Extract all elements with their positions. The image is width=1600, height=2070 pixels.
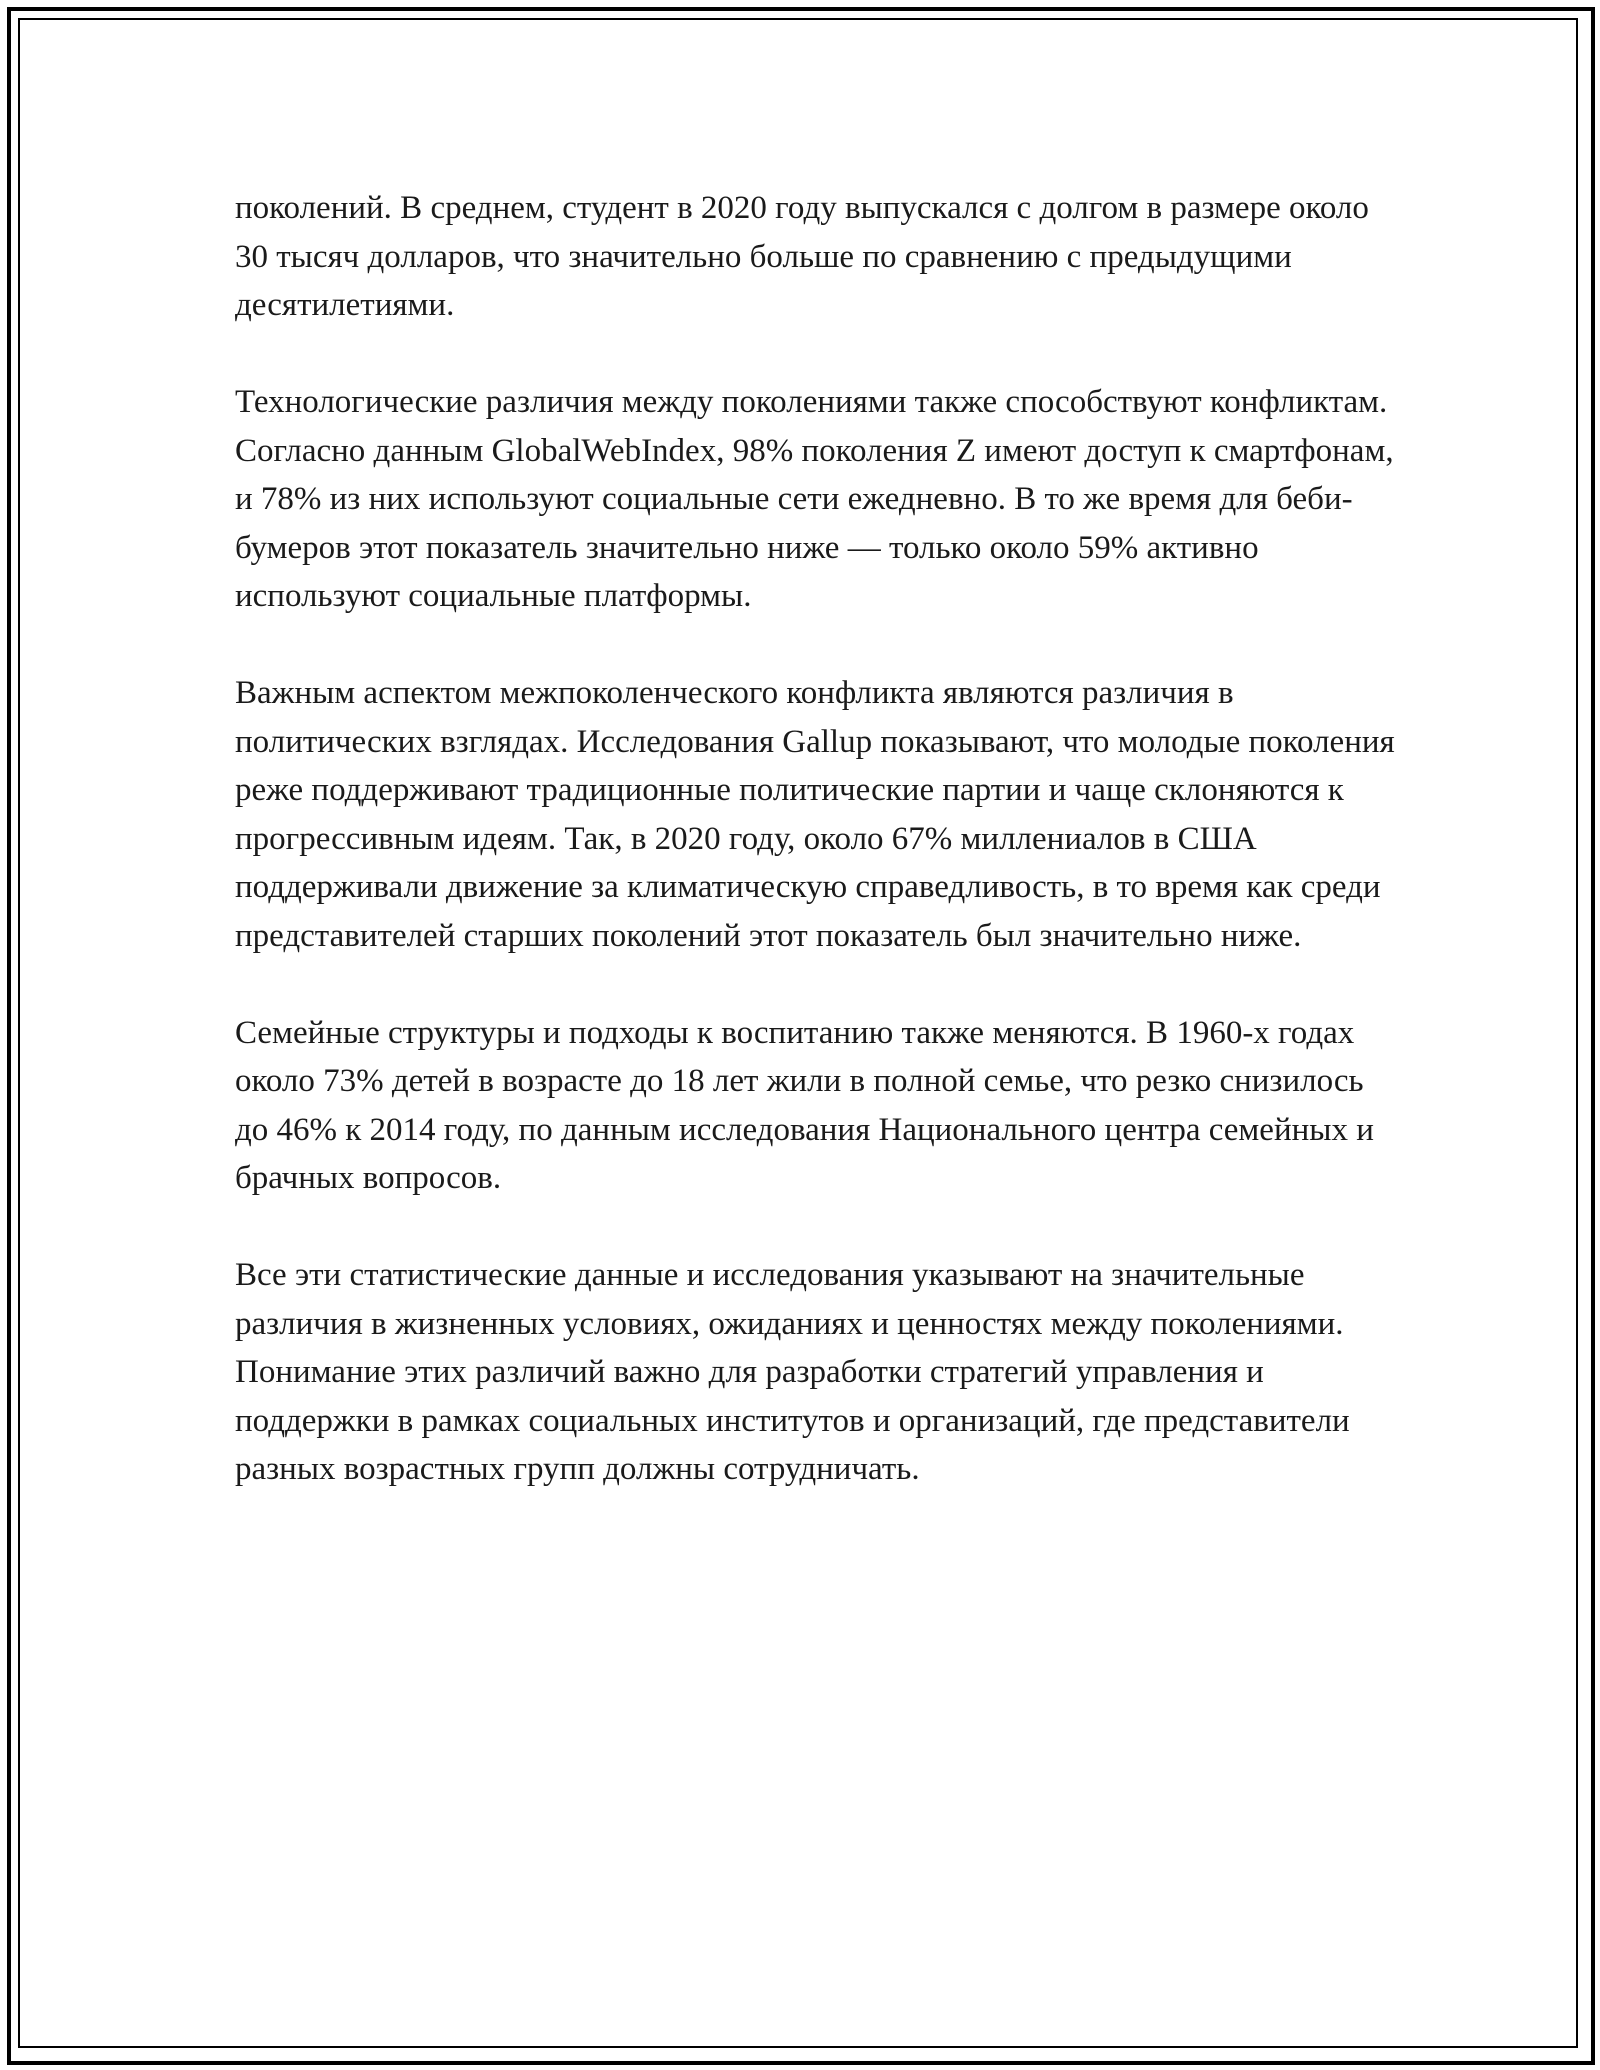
paragraph-technology: Технологические различия между поколениями также способствуют конфликтам. Согласно данным GlobalWebIndex, 98% поколения Z имеют доступ к смартфонам, и 78% из них используют социальные сети ежедневно. В то же время для беби-бумеров этот показатель значительно ниже — только около 59% активно используют социальные платформы. xyxy=(235,384,1394,614)
document-body xyxy=(235,184,1395,1542)
paragraph-family: Семейные структуры и подходы к воспитанию также меняются. В 1960-х годах около 73% детей в возрасте до 18 лет жили в полной семье, что резко снизилось до 46% к 2014 году, по данным исследования Национального центра семейных и брачных вопросов. xyxy=(235,1014,1374,1196)
paragraph-politics: Важным аспектом межпоколенческого конфликта являются различия в политических взглядах. Исследования Gallup показывают, что молодые поколения реже поддерживают традиционные политические партии и чаще склоняются к прогрессивным идеям. Так, в 2020 году, около 67% миллениалов в США поддерживали движение за климатическую справедливость, в то время как среди представителей старших поколений этот показатель был значительно ниже. xyxy=(235,675,1395,954)
paragraph-conclusion: Все эти статистические данные и исследования указывают на значительные различия в жизненных условиях, ожиданиях и ценностях между поколениями. Понимание этих различий важно для разработки стратегий управления и поддержки в рамках социальных институтов и организаций, где представители разных возрастных групп должны сотрудничать. xyxy=(235,1257,1350,1487)
paragraph-student-debt: поколений. В среднем, студент в 2020 году выпускался с долгом в размере около 30 тысяч долларов, что значительно больше по сравнению с предыдущими десятилетиями. xyxy=(235,190,1369,323)
